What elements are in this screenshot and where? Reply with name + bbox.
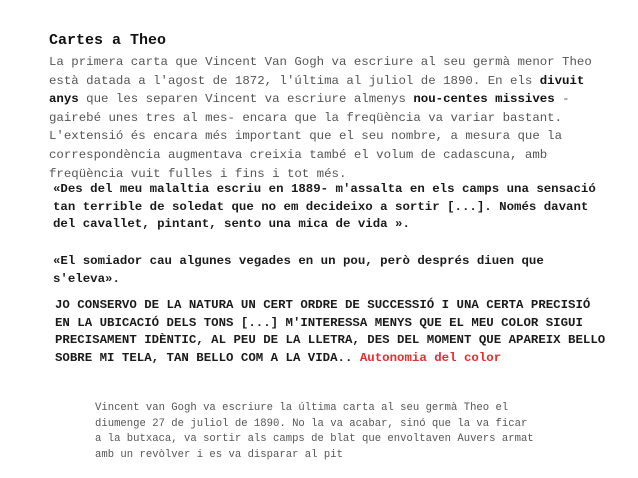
intro-text-1: La primera carta que Vincent Van Gogh va escriure al seu germà menor Theo està datada a l'agost de 1872, l'última al juliol de 1890. En els bbox=[49, 55, 592, 88]
intro-text-2: que les separen Vincent va escriure almenys bbox=[78, 92, 414, 107]
last-letter-caption: Vincent van Gogh va escriure la última carta al seu germà Theo el diumenge 27 de juliol de 1890. No la va acabar, sinó que la va ficar a la butxaca, va sortir als camps de blat que envoltaven Auvers armat amb un revòlver i es va disparar al pit bbox=[95, 402, 534, 461]
page-title: Cartes a Theo bbox=[49, 32, 167, 49]
quote-solitude: «Des del meu malaltia escriu en 1889- m'assalta en els camps una sensació tan terrible de soledat que no em decideixo a sortir [...]. Només davant del cavallet, pintant, sento una mica de vida ». bbox=[53, 182, 596, 231]
intro-text-3: -gairebé unes tres al mes- encara que la freqüència va variar bastant. L'extensió és encara més important que el seu nombre, a mesura que la correspondència augmentava creixia també el volum de cadascuna, amb freqüència vuit fulles i fins i tot més. bbox=[49, 92, 570, 181]
intro-highlight-years: divuit anys bbox=[49, 73, 585, 107]
color-autonomy-link[interactable]: Autonomia del color bbox=[359, 350, 502, 365]
quote-dreamer: «El somiador cau algunes vegades en un pou, però després diuen que s'eleva». bbox=[53, 254, 544, 286]
quote-color-text: JO CONSERVO DE LA NATURA UN CERT ORDRE DE SUCCESSIÓ I UNA CERTA PRECISIÓ EN LA UBICACIÓ DELS TONS [...] M'INTERESSA MENYS QUE EL MEU COLOR SIGUI PRECISAMENT IDÈNTIC, AL PEU DE LA LLETRA, DES DEL MOMENT QUE APAREIX BELLO SOBRE MI TELA, TAN BELLO COM A LA VIDA.. bbox=[55, 298, 606, 365]
quote-color-order bbox=[55, 297, 610, 367]
intro-highlight-letters: nou-centes missives bbox=[413, 92, 555, 107]
intro-paragraph bbox=[49, 53, 609, 183]
